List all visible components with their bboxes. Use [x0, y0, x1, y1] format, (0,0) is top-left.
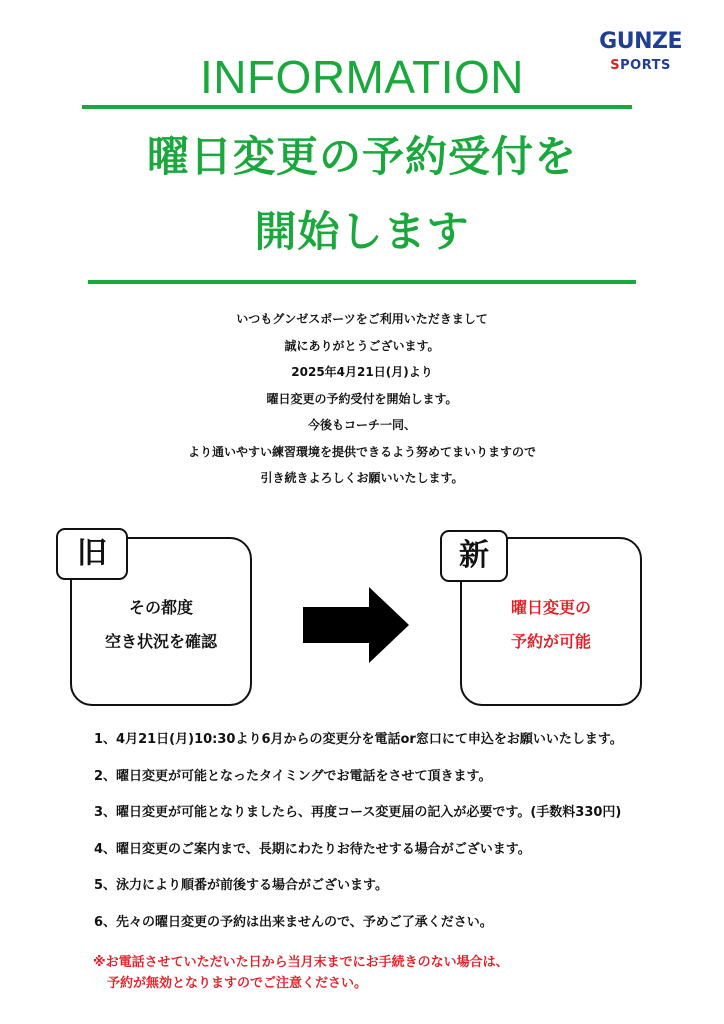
headline-line-1: 曜日変更の予約受付を: [146, 132, 577, 181]
logo-sports-rest: PORTS: [620, 58, 671, 73]
notice-line-2: 予約が無効となりますのでご注意ください。: [107, 976, 368, 991]
intro-message: [0, 306, 724, 492]
information-title: INFORMATION: [199, 51, 525, 103]
intro-line: 引き続きよろしくお願いいたします。: [260, 471, 464, 485]
list-item: 3、曜日変更が可能となりましたら、再度コース変更届の記入が必要です。(手数料330円): [94, 805, 622, 820]
logo-brand: GUNZE: [599, 29, 682, 54]
notice-line-1: ※お電話させていただいた日から当月末までにお手続きのない場合は、: [93, 955, 509, 970]
new-method-text: [462, 591, 640, 659]
intro-line: 曜日変更の予約受付を開始します。: [266, 391, 458, 406]
intro-line: いつもグンゼスポーツをご利用いただきまして: [236, 312, 488, 326]
old-tag: 旧: [56, 528, 128, 580]
list-item: 2、曜日変更が可能となったタイミングでお電話をさせて頂きます。: [94, 768, 492, 784]
old-method-line-2: 空き状況を確認: [104, 632, 217, 651]
intro-line: 誠にありがとうございます。: [284, 338, 440, 353]
new-tag: 新: [440, 530, 508, 582]
warning-notice: [93, 952, 509, 994]
old-method-text: [72, 591, 250, 659]
list-item: 5、泳力により順番が前後する場合がございます。: [94, 878, 389, 893]
top-divider: [82, 105, 632, 109]
intro-line: 2025年4月21日(月)より: [291, 365, 433, 379]
bottom-divider: [88, 280, 636, 284]
headline-line-2: 開始します: [254, 207, 470, 256]
list-item: 4、曜日変更のご案内まで、長期にわたりお待たせする場合がございます。: [94, 841, 531, 857]
new-method-line-1: 曜日変更の: [510, 598, 591, 617]
intro-line: 今後もコーチ一同、: [307, 418, 416, 432]
list-item: 6、先々の曜日変更の予約は出来ませんので、予めご了承ください。: [94, 914, 493, 930]
notes-list: [94, 730, 623, 949]
logo-sports-first-letter: S: [610, 58, 621, 73]
intro-line: より通いやすい練習環境を提供できるよう努めてまいりますので: [187, 444, 536, 459]
list-item: 1、4月21日(月)10:30より6月からの変更分を電話or窓口にて申込をお願いいたします。: [94, 732, 623, 747]
new-method-line-2: 予約が可能: [510, 632, 591, 651]
old-method-line-1: その都度: [128, 598, 193, 617]
right-arrow-icon: [303, 587, 409, 663]
